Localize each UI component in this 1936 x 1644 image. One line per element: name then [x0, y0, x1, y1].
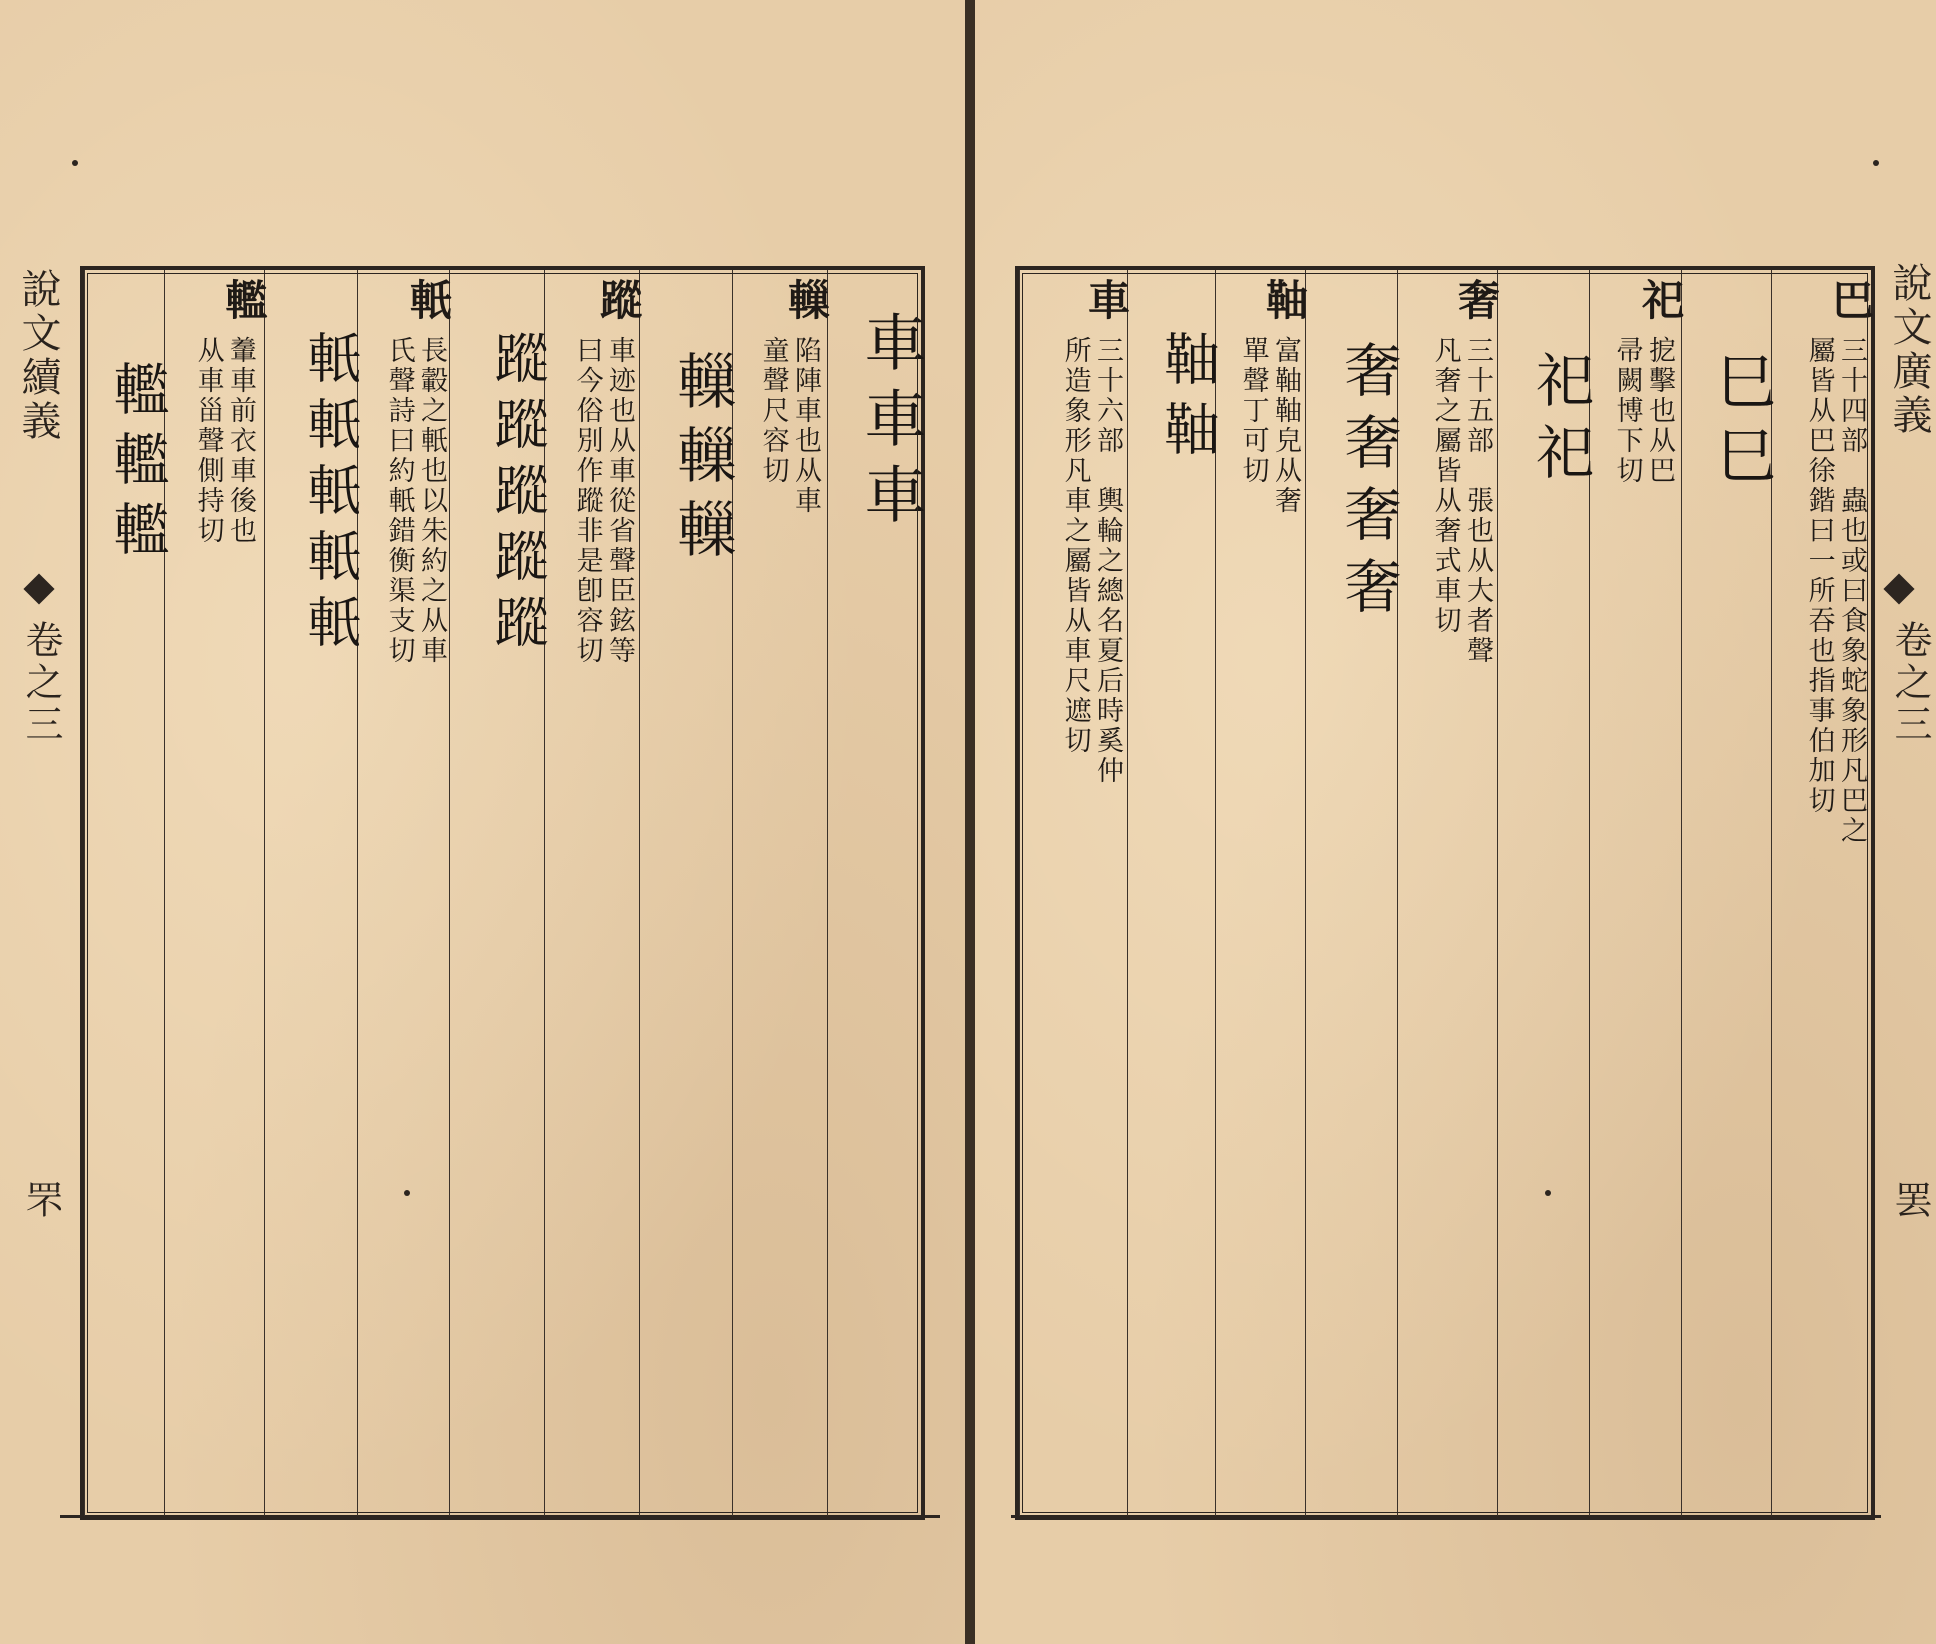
entry-head: 巴: [1826, 278, 1875, 320]
note-line: 从車甾聲側持切: [192, 336, 224, 546]
note-line: 童聲尺容切: [757, 336, 789, 486]
note-line: 所造象形凡車之屬皆从車尺遮切: [1059, 336, 1091, 756]
fish-tail-marker: [1883, 573, 1914, 604]
column-seal-3: [449, 270, 549, 1516]
margin-book-title: 說文續義: [15, 268, 61, 444]
note-line: 三十六部 輿輪之總名夏后時奚仲: [1092, 336, 1123, 786]
note-line: 䡨車前衣車後也: [225, 336, 256, 546]
fish-tail-marker: [23, 573, 54, 604]
seal-glyphs: 轞轞轞: [104, 360, 169, 570]
right-text-frame: [1015, 266, 1875, 1520]
entry-head: 䩜: [1260, 278, 1309, 320]
column-seal-ba2: [1497, 270, 1594, 1516]
entry-notes: [1612, 336, 1673, 486]
margin-folio: 罢: [1888, 1180, 1932, 1222]
column-seal-2: [639, 270, 737, 1516]
note-line: 三十五部 張也从大者聲: [1462, 336, 1493, 666]
column-seal-5: [84, 270, 169, 1516]
seal-glyphs: 奢奢奢奢: [1334, 340, 1402, 628]
note-line: 帚闕博下切: [1611, 336, 1643, 486]
note-line: 凡奢之屬皆从奢式車切: [1429, 336, 1461, 636]
seal-glyphs: 轈轈轈: [667, 350, 737, 572]
column-entry-she: [1397, 270, 1501, 1516]
column-entry-ba: [1771, 270, 1875, 1516]
entry-head: 軝: [404, 278, 453, 320]
column-entry-2: [544, 270, 643, 1516]
entry-notes: [572, 336, 633, 666]
note-line: 陷陣車也从車: [790, 336, 821, 516]
column-entry-4: [164, 270, 268, 1516]
entry-notes: [384, 336, 445, 666]
column-entry-duo: [1215, 270, 1309, 1516]
entry-notes: [1060, 336, 1121, 786]
margin-dot: [1873, 160, 1879, 166]
entry-head: 轞: [219, 278, 268, 320]
note-line: 富䩜䩜皃从奢: [1270, 336, 1301, 516]
entry-notes: [1238, 336, 1299, 516]
column-entry-ba2: [1589, 270, 1685, 1516]
column-seal-she: [1305, 270, 1402, 1516]
entry-head: 奢: [1452, 278, 1501, 320]
seal-glyphs: 祀祀: [1526, 350, 1594, 494]
margin-dot: [72, 160, 78, 166]
margin-volume: 卷之三: [19, 620, 63, 746]
entry-notes: [758, 336, 819, 516]
column-seal-duo: [1127, 270, 1220, 1516]
book-gutter: [965, 0, 975, 1644]
note-line: 屬皆从巴徐鍇曰一所吞也指事伯加切: [1803, 336, 1835, 816]
column-entry-3: [357, 270, 453, 1516]
note-line: 車迹也从車從省聲臣鉉等: [604, 336, 635, 666]
margin-volume: 卷之三: [1888, 620, 1932, 746]
margin-folio: 罘: [19, 1180, 63, 1222]
seal-glyphs: 巳巳: [1706, 350, 1776, 498]
note-line: 曰今俗別作蹤非是卽容切: [571, 336, 603, 666]
entry-notes: [1804, 336, 1865, 846]
left-text-frame: [80, 266, 925, 1520]
seal-glyphs: 車車車: [854, 310, 927, 538]
entry-head: 轈: [782, 278, 831, 320]
seal-glyphs: 蹤蹤蹤蹤蹤: [486, 330, 549, 660]
entry-head: 蹤: [594, 278, 643, 320]
margin-book-title: 說文廣義: [1886, 262, 1932, 438]
column-seal-ba: [1681, 270, 1776, 1516]
note-line: 單聲丁可切: [1237, 336, 1269, 486]
entry-head: 車: [1082, 278, 1131, 320]
entry-head: 祀: [1636, 278, 1685, 320]
note-line: 氏聲詩曰約軝錯衡渠支切: [383, 336, 415, 666]
column-entry-1: [732, 270, 831, 1516]
column-seal-1: [827, 270, 927, 1516]
seal-glyphs: 䩜䩜: [1155, 330, 1220, 470]
entry-notes: [1430, 336, 1491, 666]
right-page: [975, 0, 1936, 1644]
note-line: 㧖擊也从巴: [1644, 336, 1675, 486]
seal-glyphs: 軝軝軝軝軝: [299, 330, 362, 660]
note-line: 三十四部 蟲也或曰食象蛇象形凡巴之: [1836, 336, 1867, 846]
column-seal-4: [264, 270, 362, 1516]
left-page: [0, 0, 965, 1644]
note-line: 長轂之軝也以朱約之从車: [416, 336, 447, 666]
column-entry-che: [1019, 270, 1131, 1516]
entry-notes: [193, 336, 254, 546]
